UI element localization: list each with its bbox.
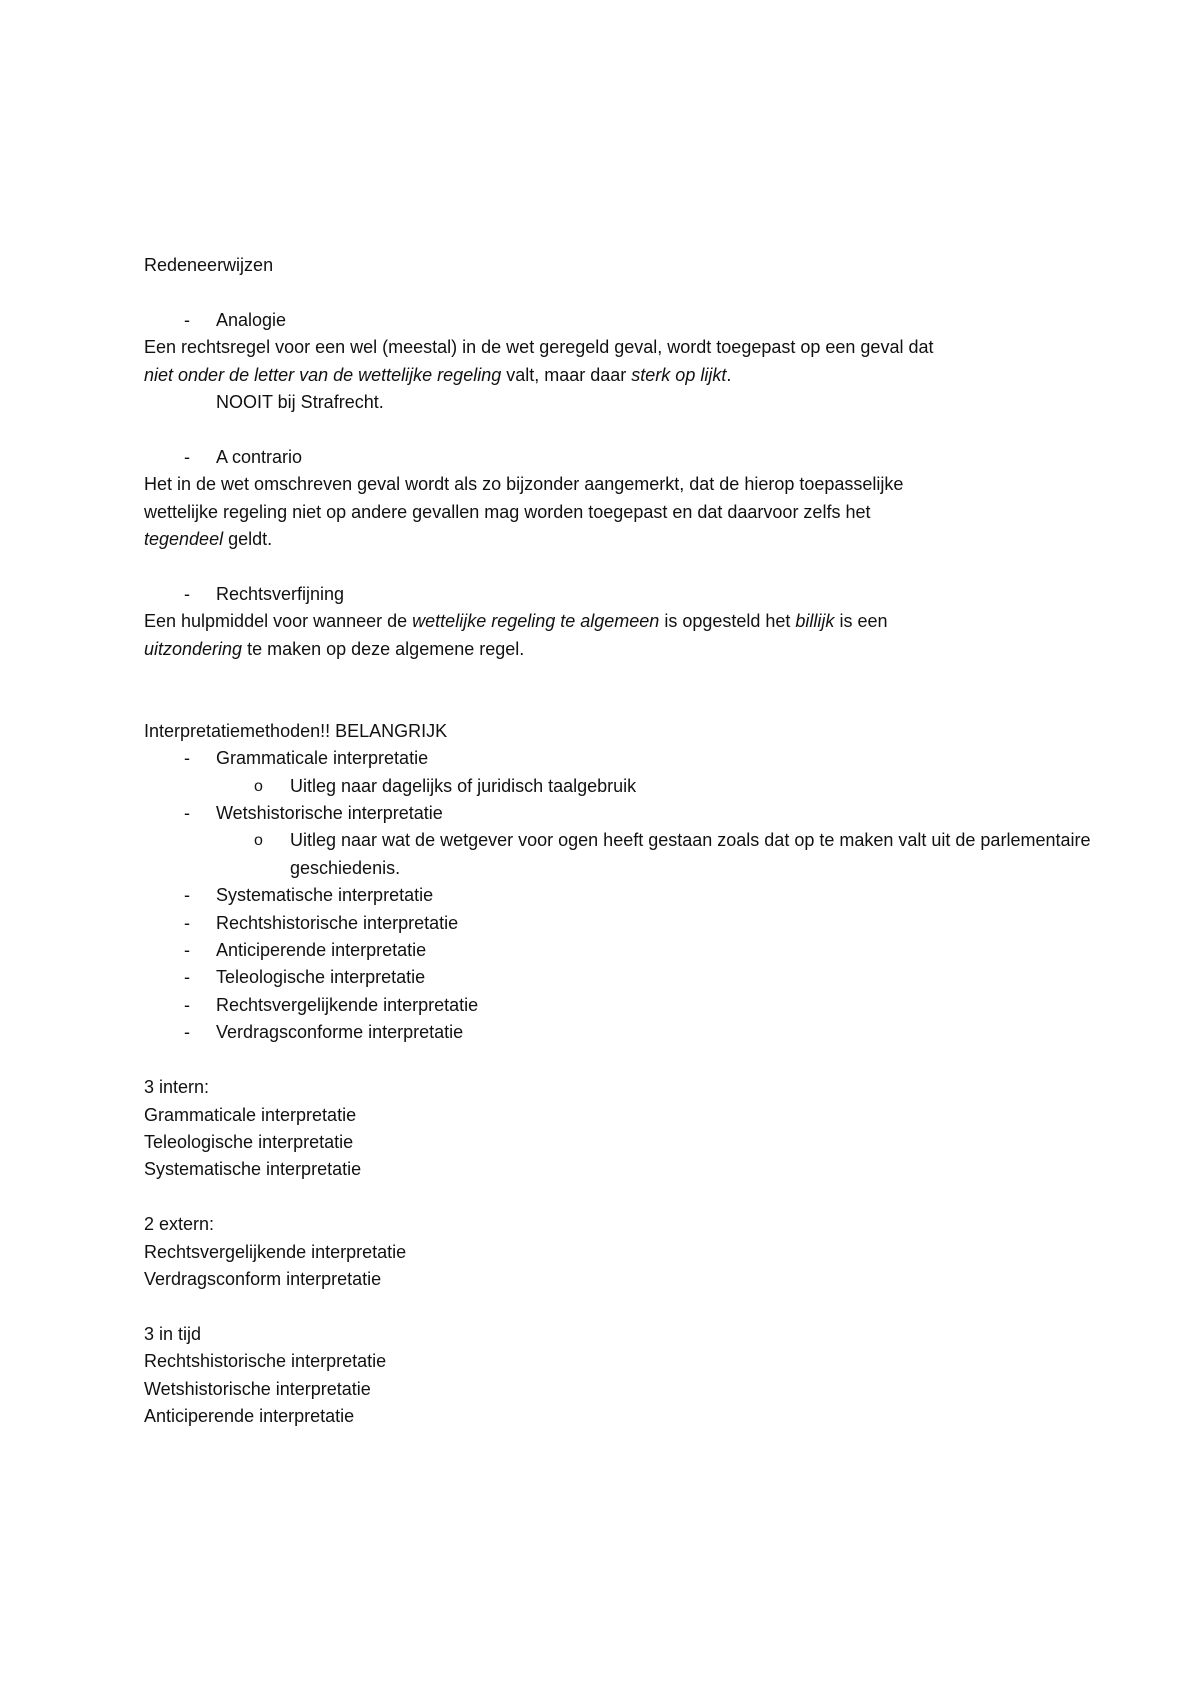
spacer (144, 663, 1064, 690)
list-item-method (144, 1019, 1064, 1046)
list-subitem-method-explanation (144, 773, 1064, 800)
dash-marker: - (184, 912, 190, 933)
bullet-label: Analogie (216, 309, 287, 330)
bullet-analogie (144, 307, 1064, 334)
analogie-text-line-2 (144, 362, 1064, 389)
dash-marker: - (184, 940, 190, 961)
spacer (144, 416, 1064, 443)
method-label: Systematische interpretatie (216, 885, 434, 906)
analogie-note: NOOIT bij Strafrecht. (216, 392, 384, 413)
analogie-text-4-italic: sterk op lijkt (631, 364, 727, 385)
dash-marker: - (184, 309, 190, 330)
spacer (144, 690, 1064, 717)
dash-marker: - (184, 967, 190, 988)
list-item-method (144, 882, 1064, 909)
rechtsverfijning-text-line-1 (144, 608, 1064, 635)
list-item-method (144, 964, 1064, 991)
a-contrario-text-line-2: wettelijke regeling niet op andere gevallen mag worden toegepast en dat daarvoor zelfs het (144, 501, 871, 522)
spacer (144, 1047, 1064, 1074)
analogie-text-5: . (726, 364, 732, 385)
method-label: Teleologische interpretatie (216, 967, 426, 988)
rechtsverfijning-text-1: Een hulpmiddel voor wanneer de (144, 611, 413, 632)
spacer (144, 279, 1064, 306)
rechtsverfijning-text-3: is opgesteld het (659, 611, 796, 632)
method-label: Anticiperende interpretatie (216, 940, 427, 961)
a-contrario-text-4: geldt. (223, 529, 273, 550)
spacer (144, 1184, 1064, 1211)
dash-marker: - (184, 803, 190, 824)
circle-marker: o (254, 832, 263, 850)
bullet-label: A contrario (216, 446, 303, 467)
rechtsverfijning-text-2-italic: wettelijke regeling te algemeen (412, 611, 660, 632)
rechtsverfijning-text-4-italic: billijk (795, 611, 835, 632)
rechtsverfijning-text-line-2 (144, 636, 1064, 663)
bullet-label: Rechtsverfijning (216, 583, 345, 604)
analogie-text-2-italic: niet onder de letter van de wettelijke regeling (144, 364, 502, 385)
document-content (144, 252, 1091, 1430)
a-contrario-text-3-italic: tegendeel (144, 529, 224, 550)
list-item-method (144, 800, 1064, 827)
dash-marker: - (184, 583, 190, 604)
group-item: Rechtshistorische interpretatie (144, 1351, 387, 1372)
dash-marker: - (184, 1022, 190, 1043)
group-item: Rechtsvergelijkende interpretatie (144, 1241, 407, 1262)
dash-marker: - (184, 994, 190, 1015)
method-explanation: Uitleg naar dagelijks of juridisch taalgebruik (290, 775, 637, 796)
method-label: Wetshistorische interpretatie (216, 803, 443, 824)
group-title-extern: 2 extern: (144, 1214, 215, 1235)
method-label: Verdragsconforme interpretatie (216, 1022, 464, 1043)
method-explanation: Uitleg naar wat de wetgever voor ogen heeft gestaan zoals dat op te maken valt uit de parlementaire geschiedenis. (290, 830, 1091, 878)
analogie-text-1: Een rechtsregel voor een wel (meestal) in de wet geregeld geval, wordt toegepast op een geval dat (144, 337, 934, 358)
group-item: Verdragsconform interpretatie (144, 1268, 382, 1289)
group-title-in-tijd: 3 in tijd (144, 1323, 202, 1344)
rechtsverfijning-text-7: te maken op deze algemene regel. (242, 638, 525, 659)
spacer (144, 553, 1064, 580)
group-item: Wetshistorische interpretatie (144, 1378, 371, 1399)
dash-marker: - (184, 748, 190, 769)
group-item: Systematische interpretatie (144, 1159, 362, 1180)
group-item: Teleologische interpretatie (144, 1131, 354, 1152)
dash-marker: - (184, 446, 190, 467)
circle-marker: o (254, 777, 263, 795)
list-item-method (144, 992, 1064, 1019)
bullet-a-contrario (144, 444, 1064, 471)
method-label: Grammaticale interpretatie (216, 748, 429, 769)
list-item-method (144, 745, 1064, 772)
dash-marker: - (184, 885, 190, 906)
a-contrario-text-line-3 (144, 526, 1064, 553)
method-label: Rechtshistorische interpretatie (216, 912, 459, 933)
rechtsverfijning-text-5: is een (834, 611, 888, 632)
a-contrario-text-line-1: Het in de wet omschreven geval wordt als zo bijzonder aangemerkt, dat de hierop toepasselijke (144, 474, 904, 495)
spacer (144, 1293, 1064, 1320)
list-item-method (144, 937, 1064, 964)
section-title-interpretatiemethoden: Interpretatiemethoden!! BELANGRIJK (144, 720, 448, 741)
bullet-rechtsverfijning (144, 581, 1064, 608)
group-item: Anticiperende interpretatie (144, 1405, 355, 1426)
analogie-text-3: valt, maar daar (501, 364, 632, 385)
method-label: Rechtsvergelijkende interpretatie (216, 994, 479, 1015)
list-subitem-method-explanation (144, 827, 1190, 882)
section-title-redeneerwijzen: Redeneerwijzen (144, 255, 274, 275)
rechtsverfijning-text-6-italic: uitzondering (144, 638, 243, 659)
group-title-intern: 3 intern: (144, 1077, 210, 1098)
analogie-text-line-1 (144, 334, 1064, 361)
group-item: Grammaticale interpretatie (144, 1104, 357, 1125)
list-item-method (144, 910, 1064, 937)
